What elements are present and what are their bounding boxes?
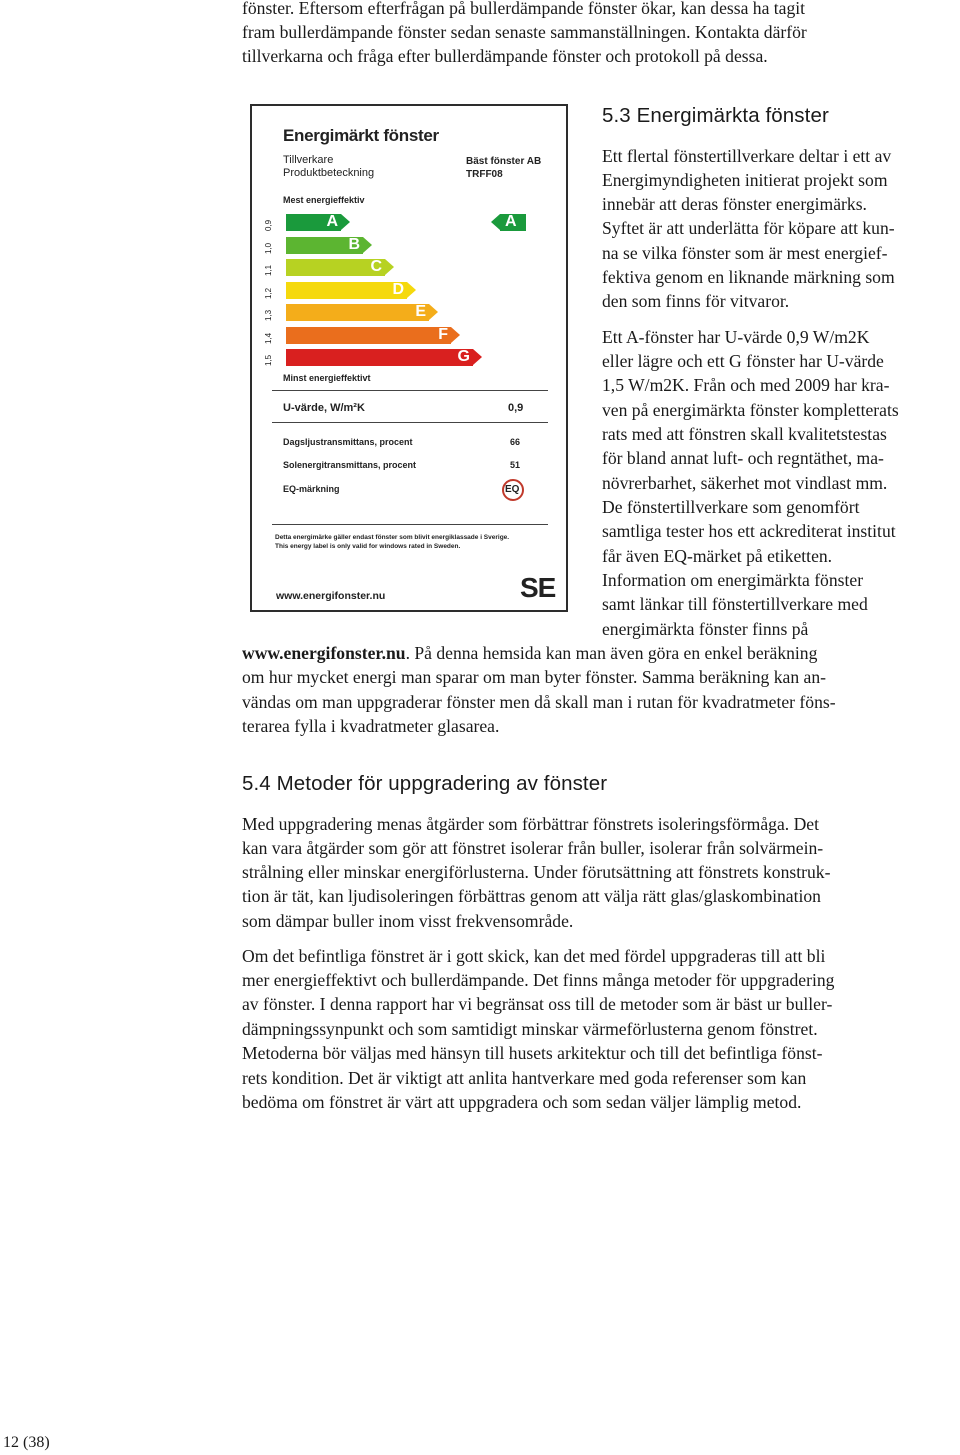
solar-label: Solenergitransmittans, procent	[283, 460, 417, 470]
label-manufacturer-value: Bäst fönster AB	[466, 156, 542, 167]
class-bar-c	[286, 259, 385, 276]
text-line: Metoderna bör väljas med hänsyn till husets arkitektur och till det befintliga fönst-	[242, 1043, 823, 1063]
u-value-label: U-värde, W/m²K	[283, 402, 365, 414]
text-line: Energimyndigheten initierat projekt som	[602, 170, 888, 190]
text-line: av fönster. I denna rapport har vi begränsat oss till de metoder som är bäst ur buller-	[242, 994, 833, 1014]
divider	[272, 422, 548, 423]
text-line: om hur mycket energi man sparar om man byter fönster. Samma beräkning kan an-	[242, 667, 827, 687]
divider	[272, 524, 548, 525]
class-bar-a	[286, 214, 341, 231]
text-line: energimärkta fönster finns på	[602, 619, 809, 639]
section-5-4-heading: 5.4 Metoder för uppgradering av fönster	[242, 772, 608, 795]
text-line: vändas om man uppgraderar fönster men då skall man i rutan för kvadratmeter föns-	[242, 692, 836, 712]
text-line: Om det befintliga fönstret är i gott skick, kan det med fördel uppgraderas till att bli	[242, 946, 826, 966]
u-tick: 1,4	[264, 332, 273, 344]
u-tick: 1,0	[264, 242, 273, 254]
label-website: www.energifonster.nu	[276, 590, 386, 602]
label-product: Produktbeteckning	[283, 167, 375, 179]
class-bar-e	[286, 304, 429, 321]
label-least-efficient: Minst energieffektivt	[283, 373, 371, 383]
eq-label: EQ-märkning	[283, 484, 340, 494]
text-line: fektiva genom en liknande märkning som	[602, 267, 895, 287]
text-line: fram bullerdämpande fönster sedan senaste sammanställningen. Kontakta därför	[242, 22, 807, 42]
class-letter: E	[415, 303, 426, 320]
text-line: tillverkarna och fråga efter bullerdämpande fönster och protokoll på dessa.	[242, 46, 768, 66]
energy-label	[250, 104, 568, 612]
website-link[interactable]: www.energifonster.nu	[242, 643, 406, 663]
text-line: terarea fylla i kvadratmeter glasarea.	[242, 716, 500, 736]
text-fragment: . På denna hemsida kan man även göra en enkel beräkning	[405, 643, 818, 663]
arrow-tip	[491, 214, 500, 230]
text-line: bedöma om fönstret är värt att uppgradera och som sedan väljer lämplig metod.	[242, 1092, 802, 1112]
label-note-sv: Detta energimärke gäller endast fönster som blivit energiklassade i Sverige.	[275, 534, 510, 541]
label-note-en: This energy label is only valid for windows rated in Sweden.	[275, 543, 461, 550]
text-line: De fönstertillverkare som genomfört	[602, 497, 860, 517]
text-line: ven på energimärkta fönster kompletterats	[602, 400, 899, 420]
text-line: növrerbarhet, säkerhet mot vindlast mm.	[602, 473, 888, 493]
text-line: strålning eller minskar energiförlusterna. Under förutsättning att fönstrets konstruk-	[242, 862, 831, 882]
label-most-efficient: Mest energieffektiv	[283, 195, 365, 205]
text-line: för bland annat luft- och regntäthet, ma-	[602, 448, 884, 468]
divider	[272, 390, 548, 391]
class-letter: A	[326, 213, 338, 230]
daylight-value: 66	[510, 437, 521, 447]
text-line: Ett flertal fönstertillverkare deltar i ett av	[602, 146, 892, 166]
section-5-3-heading: 5.3 Energimärkta fönster	[602, 104, 829, 127]
class-bar-b	[286, 237, 363, 254]
text-line: tion är tät, kan ljudisoleringen förbättras genom att välja rätt glas/glaskombination	[242, 886, 821, 906]
u-tick: 1,1	[264, 264, 273, 276]
text-line: dämpningssynpunkt och som samtidigt minskar värmeförlusterna genom fönstret.	[242, 1019, 818, 1039]
class-bar-f	[286, 327, 451, 344]
text-line: samt länkar till fönstertillverkare med	[602, 594, 868, 614]
u-tick: 0,9	[264, 219, 273, 231]
u-tick: 1,2	[264, 287, 273, 299]
u-value: 0,9	[508, 402, 524, 414]
page-number: 12 (38)	[3, 1434, 50, 1451]
text-line: samtliga tester hos ett ackrediterat institut	[602, 521, 896, 541]
text-line: 1,5 W/m2K. Från och med 2009 har kra-	[602, 375, 890, 395]
text-line: fönster. Eftersom efterfrågan på bullerdämpande fönster ökar, kan dessa ha tagit	[242, 0, 806, 18]
text-line: rets kondition. Det är viktigt att anlita hantverkare med goda referenser som kan	[242, 1068, 807, 1088]
class-bar-g	[286, 349, 473, 366]
label-country-code: SE	[520, 572, 556, 603]
class-bar-d	[286, 282, 407, 299]
text-line: rats med att fönstren skall kvalitetstestas	[602, 424, 887, 444]
class-letter: B	[348, 236, 360, 253]
text-line: får även EQ-märket på etiketten.	[602, 546, 833, 566]
text-line: Syftet är att underlätta för köpare att kun-	[602, 218, 895, 238]
text-line: den som finns för vitvaror.	[602, 291, 790, 311]
rated-class-arrow	[500, 214, 526, 231]
label-product-value: TRFF08	[466, 169, 503, 180]
u-tick: 1,3	[264, 309, 273, 321]
class-letter: F	[438, 326, 448, 343]
u-tick: 1,5	[264, 354, 273, 366]
text-line: som dämpar buller inom visst frekvensområde.	[242, 911, 574, 931]
daylight-label: Dagsljustransmittans, procent	[283, 437, 413, 447]
text-line-with-link	[242, 641, 817, 665]
text-line: mer energieffektivt och bullerdämpande. Det finns många metoder för uppgradering	[242, 970, 835, 990]
eq-mark-text: EQ	[505, 484, 520, 495]
text-line: Med uppgradering menas åtgärder som förbättrar fönstrets isoleringsförmåga. Det	[242, 814, 819, 834]
text-line: kan vara åtgärder som gör att fönstret isolerar från buller, isolerar från solvärmein-	[242, 838, 824, 858]
rated-class-letter: A	[505, 213, 517, 230]
solar-value: 51	[510, 460, 521, 470]
text-line: innebär att deras fönster energimärks.	[602, 194, 867, 214]
class-letter: C	[370, 258, 382, 275]
class-letter: G	[457, 348, 470, 365]
eq-mark-icon	[502, 479, 524, 501]
text-line: na se vilka fönster som är mest energief-	[602, 243, 888, 263]
label-title: Energimärkt fönster	[283, 126, 439, 145]
label-manufacturer: Tillverkare	[283, 154, 334, 166]
text-line: Information om energimärkta fönster	[602, 570, 864, 590]
class-letter: D	[392, 281, 404, 298]
text-line: eller lägre och ett G fönster har U-värde	[602, 351, 884, 371]
text-line: Ett A-fönster har U-värde 0,9 W/m2K	[602, 327, 870, 347]
